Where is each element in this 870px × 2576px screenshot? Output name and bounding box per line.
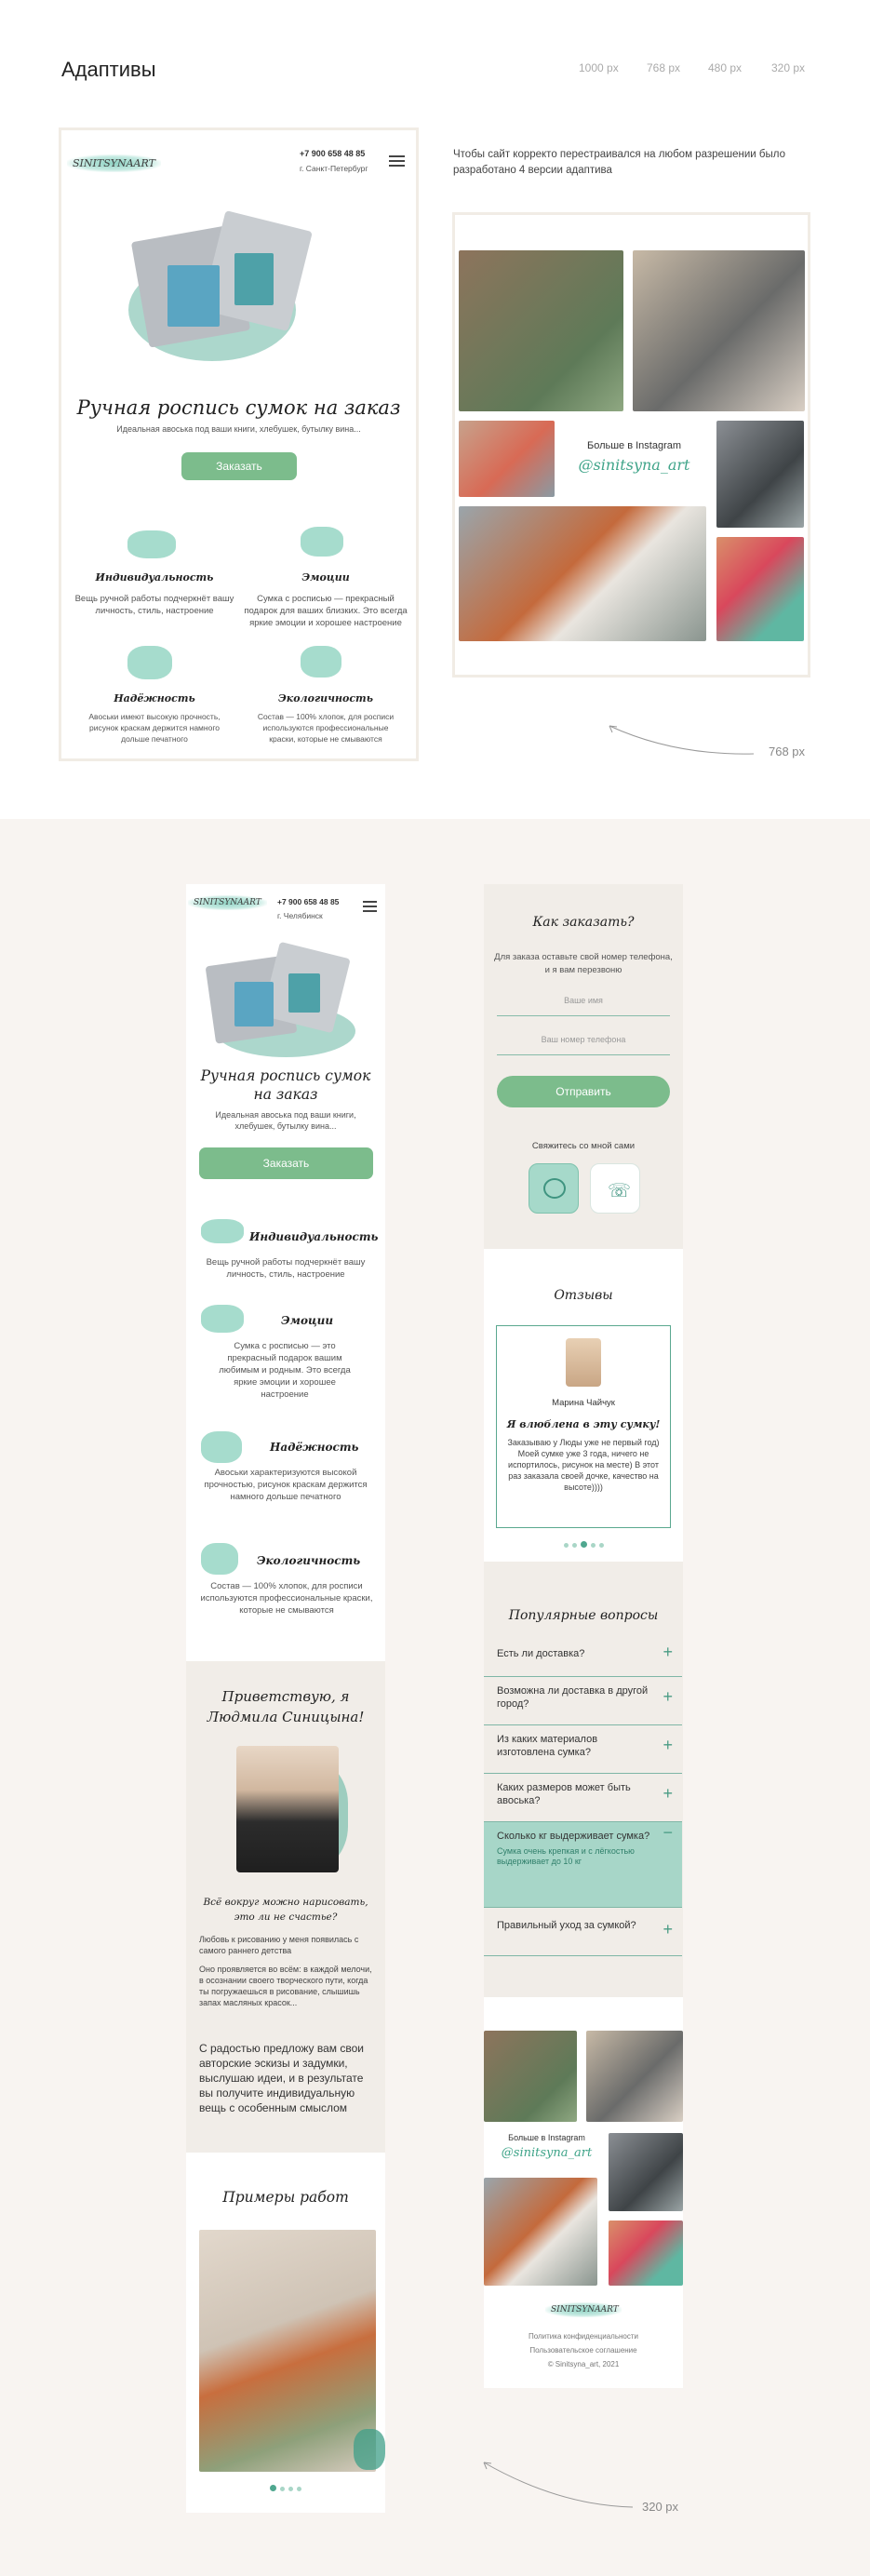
gallery-photo-cat[interactable] xyxy=(633,250,805,411)
faq-item-3[interactable] xyxy=(484,1725,682,1774)
reviewer-avatar xyxy=(566,1338,601,1387)
mobile-logo[interactable]: SINITSYNAART xyxy=(188,895,267,910)
faq-item-5-open[interactable] xyxy=(484,1822,682,1908)
order-contact-label: Свяжитесь со мной сами xyxy=(531,1141,636,1151)
adaptive-note: Чтобы сайт корректо перестраивался на любом разрешении было разработано 4 версии адаптива xyxy=(453,149,786,176)
mobile-bio-1: Любовь к рисованию у меня появилась с самого раннего детства xyxy=(199,1935,359,1955)
mobile-feature-title-1: Индивидуальность xyxy=(249,1230,379,1243)
mobile-feature-text-4: Состав — 100% хлопок, для росписи используются профессиональные краски, которые не смываются xyxy=(200,1581,373,1616)
tablet-feature-title-3: Надёжность xyxy=(114,692,195,704)
footer-photo-dog[interactable] xyxy=(484,2031,577,2122)
tablet-parrot-painting xyxy=(234,253,274,305)
chat-bubble-icon xyxy=(543,1178,566,1199)
tablet-dog-painting xyxy=(167,265,220,327)
review-headline: Я влюблена в эту сумку! xyxy=(506,1418,661,1430)
mobile-hero-subtitle: Идеальная авоська под ваши книги, хлебушек, бутылку вина... xyxy=(215,1110,356,1131)
order-section xyxy=(484,884,683,1249)
mobile-dog-painting xyxy=(234,982,274,1026)
mobile-works-title: Примеры работ xyxy=(222,2189,349,2206)
breakpoint-1000: 1000 px xyxy=(579,61,619,74)
order-submit-button[interactable]: Отправить xyxy=(497,1076,670,1107)
footer-privacy-link[interactable]: Политика конфиденциальности xyxy=(528,2332,639,2341)
tablet-feature-text-4: Состав — 100% хлопок, для росписи используются профессиональные краски, которые не смываются xyxy=(257,712,395,744)
mobile-city: г. Челябинск xyxy=(277,911,323,920)
plus-icon: + xyxy=(663,1920,673,1939)
tablet-feature-title-2: Эмоции xyxy=(301,571,350,584)
plus-icon: + xyxy=(663,1784,673,1803)
plus-icon: + xyxy=(663,1643,673,1661)
gallery-instagram-label: Больше в Instagram xyxy=(586,440,682,451)
arrow-320 xyxy=(475,2455,642,2511)
plus-icon: + xyxy=(663,1736,673,1754)
breakpoint-768: 768 px xyxy=(647,61,681,74)
footer-photo-bird[interactable] xyxy=(609,2133,683,2211)
label-320: 320 px xyxy=(642,2500,679,2514)
order-phone-input[interactable]: Ваш номер телефона xyxy=(497,1035,670,1055)
mobile-artist-portrait xyxy=(236,1746,339,1872)
mobile-phone[interactable]: +7 900 658 48 85 xyxy=(277,897,340,906)
faq-question-6: Правильный уход за сумкой? xyxy=(497,1920,636,1931)
footer-photo-fox[interactable] xyxy=(484,2178,597,2286)
footer-photo-cat[interactable] xyxy=(586,2031,683,2122)
gallery-instagram-handle[interactable]: @sinitsyna_art xyxy=(578,456,690,474)
breakpoint-320: 320 px xyxy=(771,61,806,74)
breakpoint-480: 480 px xyxy=(708,61,743,74)
phone-icon: ☏ xyxy=(608,1181,632,1201)
tablet-feature-title-1: Индивидуальность xyxy=(95,571,214,584)
gallery-photo-dog[interactable] xyxy=(459,250,623,411)
faq-item-1[interactable] xyxy=(484,1640,682,1677)
faq-item-2[interactable] xyxy=(484,1677,682,1725)
footer-instagram-label: Больше в Instagram xyxy=(508,2133,585,2142)
faq-question-2: Возможна ли доставка в другой город? xyxy=(497,1685,649,1710)
tablet-phone[interactable]: +7 900 658 48 85 xyxy=(300,149,366,158)
mobile-feature-title-3: Надёжность xyxy=(270,1441,359,1454)
gallery-photo-fox[interactable] xyxy=(459,506,706,641)
footer-agreement-link[interactable]: Пользовательское соглашение xyxy=(529,2346,637,2355)
mobile-order-button[interactable]: Заказать xyxy=(199,1147,373,1179)
gallery-photo-frida[interactable] xyxy=(459,421,555,497)
tablet-logo[interactable]: SINITSYNAART xyxy=(67,154,161,172)
tablet-feature-text-1: Вещь ручной работы подчеркнёт вашу личность, стиль, настроение xyxy=(74,594,234,616)
mobile-menu-icon[interactable] xyxy=(363,901,377,912)
mobile-quote: Всё вокруг можно нарисовать, это ли не счастье? xyxy=(203,1897,368,1923)
mobile-sparkle-icon xyxy=(201,1219,244,1243)
reviews-dots[interactable] xyxy=(484,1536,683,1552)
mobile-work-paint xyxy=(354,2429,385,2470)
mobile-hero-title: Ручная роспись сумок на заказ xyxy=(200,1067,371,1103)
mobile-works-dots[interactable] xyxy=(186,2479,385,2496)
order-title: Как заказать? xyxy=(532,915,635,930)
tablet-city: г. Санкт-Петербург xyxy=(300,164,368,173)
mobile-bio-2: Оно проявляется во всём: в каждой мелочи, в осознании своего творческого пути, когда ты погружаешься в рисование, слышишь запах масляных красок... xyxy=(199,1965,372,2007)
faq-answer-5: Сумка очень крепкая и с лёгкостью выдерживает до 10 кг xyxy=(497,1846,635,1866)
tablet-feature-title-4: Экологичность xyxy=(278,692,373,704)
review-text: Заказываю у Люды уже не первый год) Моей сумке уже 3 года, ничего не испортилось, рисунок на месте) В этот раз заказала своей дочке, качество на высоте)))) xyxy=(507,1438,660,1492)
mobile-heart-icon xyxy=(201,1305,244,1333)
mobile-greeting: Приветствую, я Людмила Синицына! xyxy=(207,1688,365,1725)
gallery-photo-flowers[interactable] xyxy=(716,537,804,641)
page-title: Адаптивы xyxy=(61,58,156,81)
mobile-feature-title-2: Эмоции xyxy=(281,1314,334,1327)
footer-copyright: © Sinitsyna_art, 2021 xyxy=(547,2360,620,2368)
minus-icon: − xyxy=(663,1823,673,1842)
order-text: Для заказа оставьте свой номер телефона, и я вам перезвоню xyxy=(494,952,673,975)
mobile-work-photo-fox[interactable] xyxy=(199,2230,376,2472)
mobile-parrot-painting xyxy=(288,973,320,1013)
tablet-order-button[interactable]: Заказать xyxy=(181,452,297,480)
tablet-feature-text-2: Сумка с росписью — прекрасный подарок для ваших близких. Это всегда яркие эмоции и хорошее настроение xyxy=(244,594,408,628)
whatsapp-button[interactable] xyxy=(529,1163,579,1214)
mobile-feature-title-4: Экологичность xyxy=(257,1554,361,1567)
tablet-feature-text-3: Авоськи имеют высокую прочность, рисунок краскам держится намного дольше печатного xyxy=(88,712,221,744)
reviewer-name: Марина Чайчук xyxy=(552,1398,615,1408)
mobile-leaf-icon xyxy=(201,1543,238,1575)
plus-icon: + xyxy=(663,1687,673,1706)
reviews-title: Отзывы xyxy=(554,1288,613,1303)
faq-question-4: Каких размеров может быть авоська? xyxy=(497,1782,631,1806)
bottom-section xyxy=(0,819,870,2576)
tablet-diamond-icon xyxy=(127,646,172,679)
mobile-bio-3: С радостью предложу вам свои авторские эскизы и задумки, выслушаю идеи, и в результате вы получите индивидуальную вещь с особенным смыслом xyxy=(199,2042,364,2114)
footer-instagram-handle[interactable]: @sinitsyna_art xyxy=(501,2146,593,2160)
tablet-hero-subtitle: Идеальная авоська под ваши книги, хлебушек, бутылку вина... xyxy=(116,424,361,434)
mobile-feature-text-3: Авоськи характеризуются высокой прочностью, рисунок краскам держится намного дольше печатного xyxy=(204,1468,368,1502)
footer-photo-flowers[interactable] xyxy=(609,2220,683,2286)
faq-item-4[interactable] xyxy=(484,1774,682,1822)
call-button[interactable] xyxy=(590,1163,640,1214)
tablet-hero-title: Ручная роспись сумок на заказ xyxy=(76,396,401,419)
faq-item-6[interactable] xyxy=(484,1908,682,1956)
faq-question-5: Сколько кг выдерживает сумка? xyxy=(497,1831,650,1842)
mobile-feature-text-2: Сумка с росписью — это прекрасный подарок вашим любимым и родным. Это всегда яркие эмоции и хорошее настроение xyxy=(219,1341,351,1400)
faq-title: Популярные вопросы xyxy=(508,1608,659,1623)
arrow-768 xyxy=(600,717,758,761)
order-name-input[interactable]: Ваше имя xyxy=(497,996,670,1016)
tablet-heart-icon xyxy=(301,527,343,557)
gallery-photo-bird[interactable] xyxy=(716,421,804,528)
label-768: 768 px xyxy=(769,745,806,758)
footer-logo[interactable]: SINITSYNAART xyxy=(545,2302,622,2317)
tablet-menu-icon[interactable] xyxy=(389,155,405,167)
tablet-leaf-icon xyxy=(301,646,341,678)
faq-question-3: Из каких материалов изготовлена сумка? xyxy=(497,1734,598,1758)
faq-question-1: Есть ли доставка? xyxy=(497,1648,585,1659)
mobile-feature-text-1: Вещь ручной работы подчеркнёт вашу личность, стиль, настроение xyxy=(206,1257,366,1280)
tablet-sparkle-icon xyxy=(127,530,176,558)
mobile-diamond-icon xyxy=(201,1431,242,1463)
